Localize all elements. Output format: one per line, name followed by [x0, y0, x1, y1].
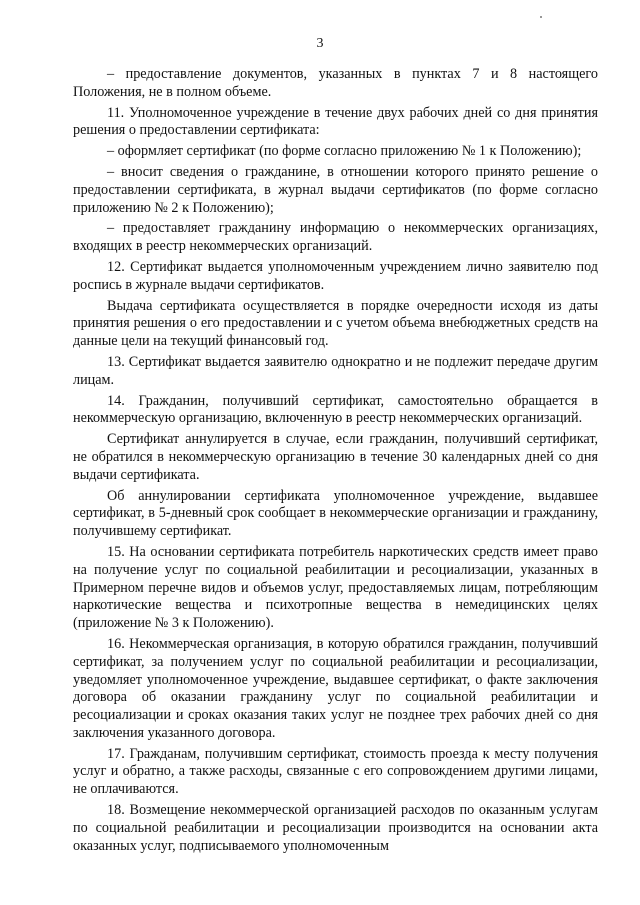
- document-body: [73, 66, 598, 858]
- scan-speck: [540, 16, 542, 18]
- paragraph: – предоставляет гражданину информацию о некоммерческих организациях, входящих в реестр некоммерческих организаций.: [73, 220, 598, 255]
- paragraph: 12. Сертификат выдается уполномоченным учреждением лично заявителю под роспись в журнале выдачи сертификатов.: [73, 258, 598, 293]
- paragraph: – вносит сведения о гражданине, в отношении которого принято решение о предоставлении сертификата, в журнал выдачи сертификатов (по форме согласно приложению № 2 к Положению);: [73, 163, 598, 216]
- paragraph: 17. Гражданам, получившим сертификат, стоимость проезда к месту получения услуг и обратно, а также расходы, связанные с его сопровождением другими лицами, не оплачиваются.: [73, 745, 598, 798]
- paragraph: 18. Возмещение некоммерческой организацией расходов по оказанным услугам по социальной реабилитации и ресоциализации производится на основании акта оказанных услуг, подписываемого уполномоченным: [73, 802, 598, 854]
- paragraph: 11. Уполномоченное учреждение в течение двух рабочих дней со дня принятия решения о предоставлении сертификата:: [73, 104, 598, 139]
- page-number: 3: [316, 36, 324, 51]
- paragraph: – предоставление документов, указанных в пунктах 7 и 8 настоящего Положения, не в полном объеме.: [73, 66, 598, 100]
- paragraph: Об аннулировании сертификата уполномоченное учреждение, выдавшее сертификат, в 5-дневный срок сообщает в некоммерческие организации и гражданину, получившему сертификат.: [73, 487, 598, 540]
- paragraph: – оформляет сертификат (по форме согласно приложению № 1 к Положению);: [107, 143, 582, 160]
- paragraph: 13. Сертификат выдается заявителю однократно и не подлежит передаче другим лицам.: [73, 353, 598, 388]
- paragraph: Выдача сертификата осуществляется в порядке очередности исходя из даты принятия решения о его предоставлении и с учетом объема внебюджетных средств на данные цели на текущий финансовый год.: [73, 297, 598, 350]
- paragraph: 14. Гражданин, получивший сертификат, самостоятельно обращается в некоммерческую организацию, включенную в реестр некоммерческих организаций.: [73, 392, 598, 427]
- paragraph: 16. Некоммерческая организация, в которую обратился гражданин, получивший сертификат, за получением услуг по социальной реабилитации и ресоциализации, уведомляет уполномоченное учреждение, выдавшее сертификат, о факте заключения договора об оказании гражданину услуг по социальной реабилитации и ресоциализации и сроках оказания таких услуг не позднее трех рабочих дней со дня заключения указанного договора.: [73, 635, 598, 741]
- paragraph: Сертификат аннулируется в случае, если гражданин, получивший сертификат, не обратился в некоммерческую организацию в течение 30 календарных дней со дня выдачи сертификата.: [73, 431, 598, 483]
- paragraph: 15. На основании сертификата потребитель наркотических средств имеет право на получение услуг по социальной реабилитации и ресоциализации, указанных в Примерном перечне видов и объемов услуг, предоставляемых лицам, потребляющим наркотические вещества и психотропные вещества в немедицинских целях (приложение № 3 к Положению).: [73, 543, 598, 632]
